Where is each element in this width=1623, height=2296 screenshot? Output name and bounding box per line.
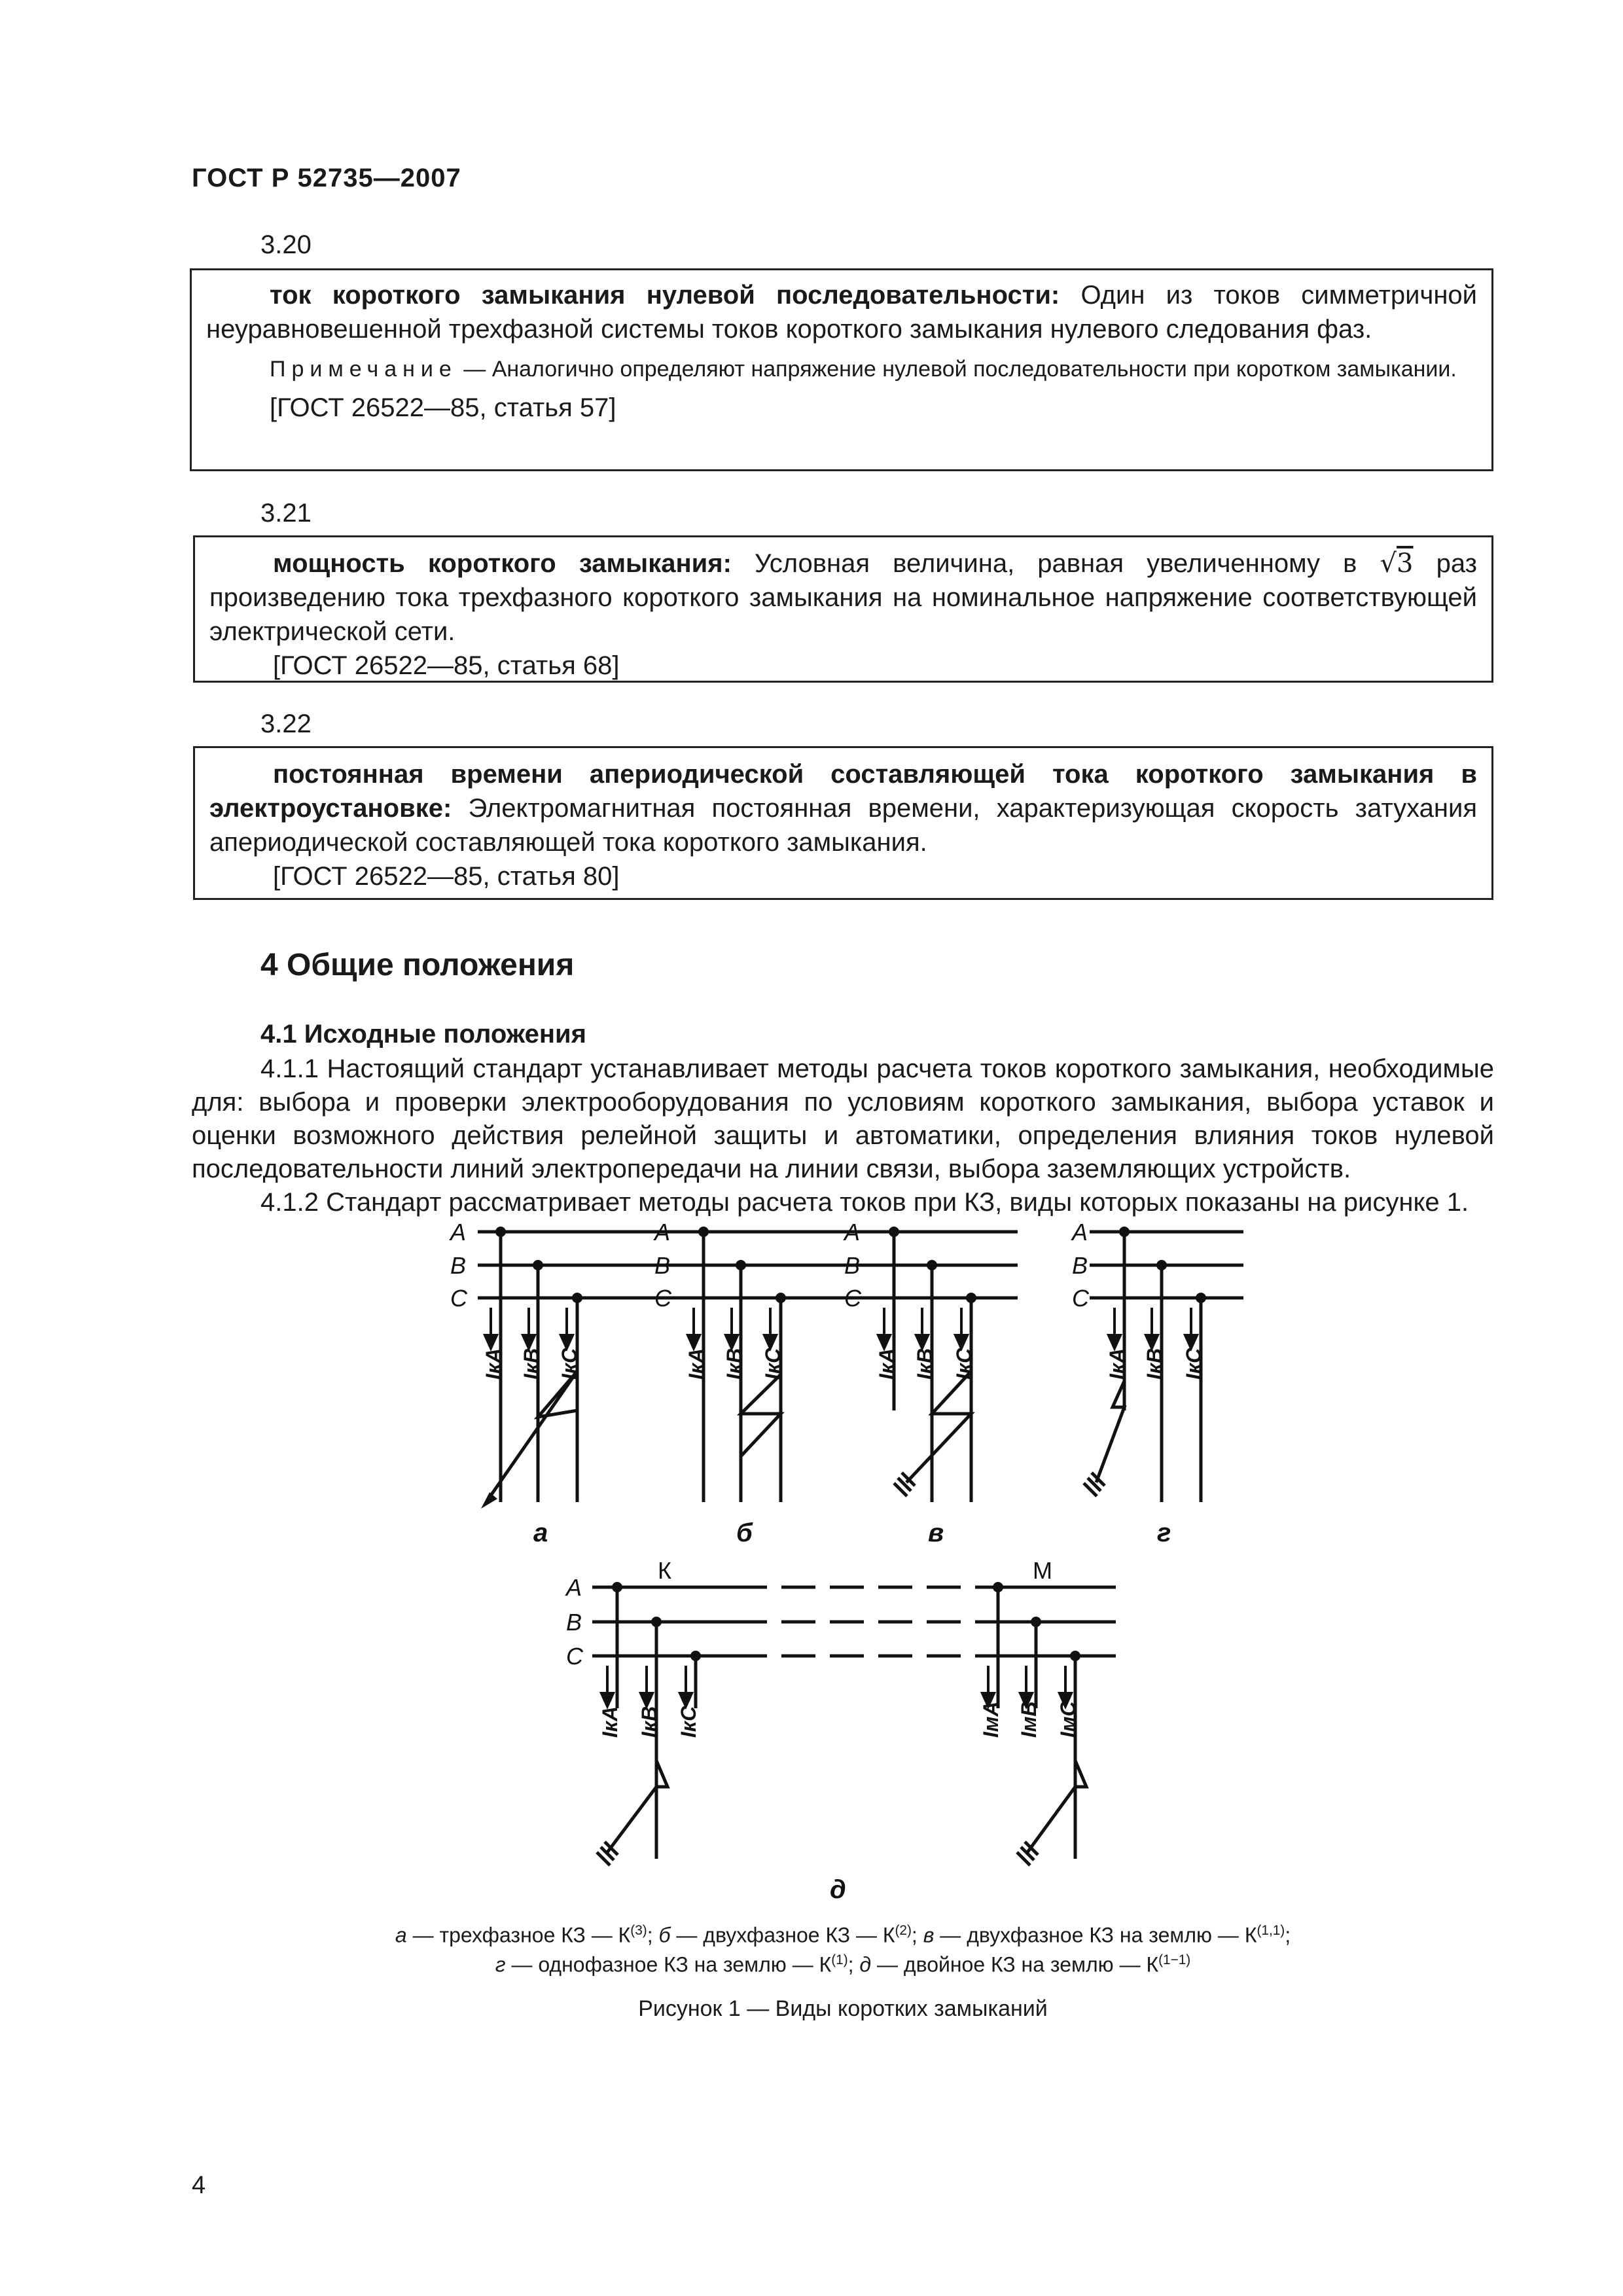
subsection-title: 4.1 Исходные положения <box>260 1020 586 1049</box>
end-label-m: М <box>1033 1557 1052 1584</box>
term-source: [ГОСТ 26522—85, статья 68] <box>273 651 620 680</box>
current-label-ika: IкA <box>1105 1348 1129 1380</box>
current-label-ikc: IкC <box>1182 1348 1205 1380</box>
term-box <box>193 535 1493 683</box>
term-number: 3.20 <box>260 230 312 259</box>
term-source: [ГОСТ 26522—85, статья 57] <box>270 393 616 422</box>
term-note <box>206 353 1477 386</box>
phase-label-b: B <box>654 1252 671 1279</box>
legend-key: д <box>859 1952 872 1977</box>
legend-sup: (1,1) <box>1257 1923 1285 1938</box>
legend-key: в <box>923 1923 935 1947</box>
phase-label-c: C <box>566 1643 583 1670</box>
current-label-ima: IмA <box>979 1701 1003 1738</box>
current-label-ika: IкA <box>685 1348 708 1380</box>
legend-key: а <box>395 1923 407 1947</box>
paragraph-4-1-1: 4.1.1 Настоящий стандарт устанавливает методы расчета токов короткого замыкания, необходимые для: выбора и проверки электрооборудования по условиям короткого замыкания, выбора уставок и оценки возможного действия релейной защиты и автоматики, определения влияния токов нулевой последовательности линий электропередачи на линии связи, выбора заземляющих устройств. <box>192 1054 1494 1183</box>
term-text: Условная величина, равная увеличенному в <box>731 549 1380 578</box>
figure-legend-line-2: г — однофазное КЗ на землю — $К^{(1)}$; д — двойное КЗ на землю — $К^{(1-1)}$ <box>495 1952 1191 1977</box>
figure-title: Рисунок 1 — Виды коротких замыканий <box>638 1996 1048 2021</box>
phase-label-b: B <box>1072 1252 1088 1279</box>
term-text: Электромагнитная постоянная времени, характеризующая скорость затухания апериодической составляющей тока короткого замыкания. <box>209 794 1477 857</box>
legend-key: г <box>495 1952 506 1977</box>
document-code: ГОСТ Р 52735—2007 <box>192 164 461 192</box>
sqrt-radicand: 3 <box>1397 548 1414 579</box>
panel-letter-a: а <box>533 1518 548 1547</box>
section-title: 4 Общие положения <box>260 948 575 982</box>
legend-text: — однофазное КЗ на землю — К <box>505 1952 832 1977</box>
term-number: 3.21 <box>260 499 312 528</box>
phase-label-b: B <box>450 1252 467 1279</box>
figure-legend-line-1: а — трехфазное КЗ — $К^{(3)}$; б — двухфазное КЗ — $К^{(2)}$; в — двухфазное КЗ на землю — К$^{(1,1)}$; <box>395 1923 1291 1947</box>
term-definition <box>209 547 1477 649</box>
current-label-ikc: IкC <box>761 1348 785 1380</box>
term-name: ток короткого замыкания нулевой последовательности: <box>270 281 1060 310</box>
term-name: постоянная времени апериодической составляющей тока короткого замыкания в электроустановке: <box>209 760 1477 823</box>
legend-text: — трехфазное КЗ — К <box>406 1923 631 1947</box>
legend-sup: (1−1) <box>1158 1952 1191 1967</box>
term-text: Один из токов симметричной неуравновешенной трехфазной системы токов короткого замыкания нулевого следования фаз. <box>206 281 1477 344</box>
phase-label-a: A <box>654 1219 671 1246</box>
term-text: раз произведению тока трехфазного короткого замыкания на номинальное напряжение соответствующей электрической сети. <box>209 549 1477 646</box>
term-source: [ГОСТ 26522—85, статья 80] <box>273 862 620 891</box>
current-label-ikb: IкB <box>637 1706 661 1738</box>
panel-letter-g: г <box>1157 1518 1171 1547</box>
term-box <box>190 268 1493 471</box>
paragraph-4-1-2: 4.1.2 Стандарт рассматривает методы расчета токов при КЗ, виды которых показаны на рисунке 1. <box>260 1188 1469 1217</box>
current-label-ikb: IкB <box>520 1348 543 1380</box>
page-number: 4 <box>192 2172 206 2199</box>
current-label-imc: IмC <box>1056 1701 1080 1738</box>
phase-label-c: C <box>654 1285 671 1312</box>
legend-sup: (2) <box>895 1923 912 1938</box>
term-box <box>193 746 1493 900</box>
term-definition <box>209 757 1477 859</box>
term-definition <box>206 278 1477 346</box>
current-label-imb: IмB <box>1017 1701 1041 1738</box>
legend-text: — двойное КЗ на землю — К <box>871 1952 1159 1977</box>
legend-sup: (1) <box>831 1952 848 1967</box>
current-label-ika: IкA <box>482 1348 505 1380</box>
term-name: мощность короткого замыкания: <box>273 549 732 578</box>
term-number: 3.22 <box>260 709 312 738</box>
legend-sup: (3) <box>630 1923 647 1938</box>
phase-label-b: B <box>566 1609 582 1636</box>
current-label-ikc: IкC <box>952 1348 976 1380</box>
phase-label-c: C <box>450 1285 467 1312</box>
sqrt-three <box>1380 548 1414 579</box>
current-label-ikb: IкB <box>722 1348 746 1380</box>
current-label-ika: IкA <box>875 1348 899 1380</box>
panel-letter-d: д <box>830 1875 846 1904</box>
panel-letter-v: в <box>928 1518 944 1547</box>
phase-label-c: C <box>1072 1285 1089 1312</box>
phase-label-c: C <box>844 1285 861 1312</box>
phase-label-a: A <box>1072 1219 1088 1246</box>
phase-label-a: A <box>450 1219 467 1246</box>
current-label-ikb: IкB <box>1143 1348 1166 1380</box>
legend-text: — двухфазное КЗ на землю — К <box>934 1923 1257 1947</box>
note-label: Примечание <box>270 357 457 382</box>
phase-label-a: A <box>844 1219 861 1246</box>
current-label-ikb: IкB <box>913 1348 936 1380</box>
figure-short-circuit-types <box>0 1217 1623 1937</box>
current-label-ika: IкA <box>598 1706 622 1738</box>
current-label-ikc: IкC <box>677 1706 700 1738</box>
phase-label-a: A <box>566 1574 582 1601</box>
current-label-ikc: IкC <box>558 1348 581 1380</box>
end-label-k: К <box>658 1557 671 1584</box>
legend-text: — двухфазное КЗ — К <box>670 1923 895 1947</box>
panel-letter-b: б <box>736 1518 753 1547</box>
legend-key: б <box>658 1923 671 1947</box>
phase-label-b: B <box>844 1252 861 1279</box>
sqrt-sign: √ <box>1380 548 1397 579</box>
note-text: — Аналогично определяют напряжение нулевой последовательности при коротком замыкании. <box>457 357 1457 382</box>
